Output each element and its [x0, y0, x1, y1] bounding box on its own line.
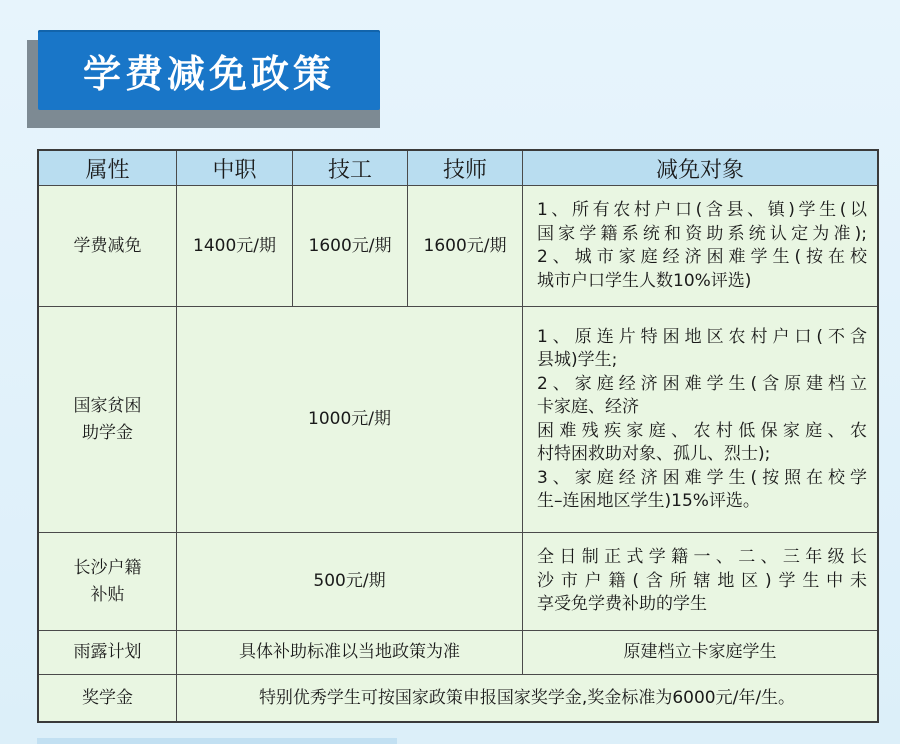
title-banner	[38, 30, 380, 110]
desc-line: 1、原连片特困地区农村户口(不含	[537, 326, 867, 347]
policy-table	[37, 149, 879, 723]
header-jigong: 技工	[293, 151, 408, 186]
page-title: 学费减免政策	[82, 51, 335, 96]
tuition-jigong: 1600元/期	[293, 186, 408, 307]
header-attribute: 属性	[39, 151, 177, 186]
national-aid-target	[523, 307, 877, 533]
desc-line: 卡家庭、经济	[537, 397, 639, 417]
label-line: 补贴	[90, 584, 125, 605]
desc-line: 享受免学费补助的学生	[537, 594, 707, 615]
changsha-target	[523, 533, 877, 631]
row-label-yulu: 雨露计划	[39, 631, 177, 675]
desc-line: 全日制正式学籍一、二、三年级长	[537, 547, 867, 568]
tuition-target	[523, 186, 877, 307]
yulu-target: 原建档立卡家庭学生	[523, 631, 877, 675]
row-label-tuition: 学费减免	[39, 186, 177, 307]
row-label-changsha	[39, 533, 177, 631]
row-label-scholarship: 奖学金	[39, 675, 177, 721]
yulu-standard: 具体补助标准以当地政策为准	[177, 631, 523, 675]
desc-line: 3、家庭经济困难学生(按照在校学	[537, 467, 867, 488]
desc-line: 城市户口学生人数10%评选)	[537, 270, 752, 291]
label-line: 助学金	[82, 422, 133, 443]
label-line: 长沙户籍	[73, 557, 142, 578]
tuition-jishi: 1600元/期	[408, 186, 523, 307]
header-jishi: 技师	[408, 151, 523, 186]
label-line: 国家贫困	[73, 395, 142, 416]
tuition-zhongzhi: 1400元/期	[177, 186, 293, 307]
desc-line: 国家学籍系统和资助系统认定为准);	[537, 223, 867, 244]
desc-line: 1、所有农村户口(含县、镇)学生(以	[537, 200, 867, 220]
desc-line: 村特困救助对象、孤儿、烈士);	[537, 444, 771, 464]
desc-line: 县城)学生;	[537, 350, 618, 370]
national-aid-amount: 1000元/期	[177, 307, 523, 533]
desc-line: 沙市户籍(含所辖地区)学生中未	[537, 570, 867, 591]
header-target: 减免对象	[523, 151, 877, 186]
changsha-amount: 500元/期	[177, 533, 523, 631]
desc-line: 2、家庭经济困难学生(含原建档立	[537, 373, 867, 394]
bottom-decoration	[37, 738, 397, 744]
desc-line: 困难残疾家庭、农村低保家庭、农	[537, 420, 867, 441]
desc-line: 生–连困地区学生)15%评选。	[537, 491, 760, 511]
row-label-national-aid	[39, 307, 177, 533]
desc-line: 2、城市家庭经济困难学生(按在校	[537, 247, 867, 267]
header-zhongzhi: 中职	[177, 151, 293, 186]
scholarship-text: 特别优秀学生可按国家政策申报国家奖学金,奖金标准为6000元/年/生。	[258, 687, 796, 708]
